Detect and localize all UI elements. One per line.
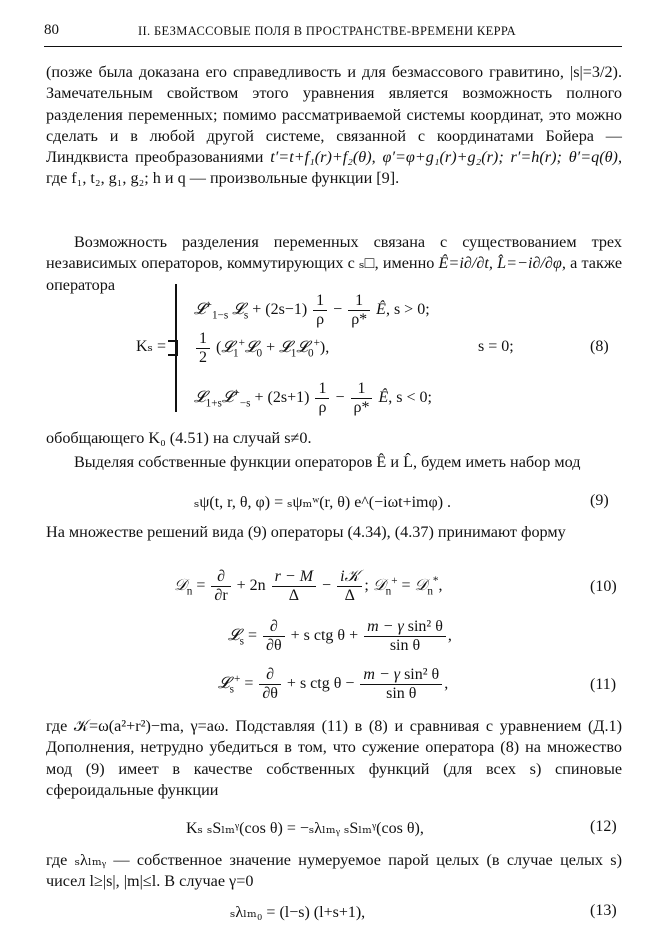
eq-13-label: (13) <box>590 902 617 919</box>
page-header <box>44 22 622 47</box>
equation-9: ₛψ(t, r, θ, φ) = ₛψₘʷ(r, θ) e^(−iωt+imφ) . <box>194 494 452 511</box>
case-2-condition: s = 0; <box>478 338 514 355</box>
paragraph-1: (позже была доказана его справедливость и для безмассового гравитино, |s|=3/2). Замечательным свойством этого уравнения является возможность полного разделения переменных; помимо рассматриваемой системы координат, это можно сделать и в любой другой системе, связанной с координатами Бойера — Линдквиста преобразованиями t′=t+f₁(r)+f₂(θ), φ′=φ+g₁(r)+g₂(r); r′=h(r); θ′=q(θ), где f₁, t₂, g₁, g₂; h и q — произвольные функции [9]. <box>46 63 622 188</box>
equation-12: Kₛ ₛSₗₘᵞ(cos θ) = −ₛλₗₘᵧ ₛSₗₘᵞ(cos θ), <box>186 820 424 837</box>
case-2: $\frac{1}{2}$ (𝓛$_1$+𝓛$_0$ + 𝓛$_1$𝓛$_0$+), <box>194 330 329 367</box>
page-number: 80 <box>44 22 59 38</box>
paragraph-2: Возможность разделения переменных связана с существованием трех независимых операторов, коммутирующих с ₛ□, именно Ê=i∂/∂t, L̂=−i∂/∂φ, а также оператора <box>46 233 623 294</box>
case-brace <box>175 284 186 412</box>
equation-10: 𝒟$_n$ = $\frac{\partial}{\partial r}$ + 2n $\frac{r - M}{\Delta}$ − $\frac{\text{i𝒦}}{\Delta}$ ; 𝒟$_n$+ = 𝒟$_n$*, <box>174 568 443 604</box>
case-1: 𝓛+$_{1-s}$ 𝓛$_s$ + (2s−1) $\frac{1}{\rho}$ − $\frac{1}{\rho*}$ Ê, s > 0; <box>194 292 430 328</box>
paragraph-7: где ₛλₗₘᵧ — собственное значение нумеруемое парой целых (в случае целых s) чисел l≥|s|, |m|≤l. В случае γ=0 <box>46 851 622 891</box>
eq-10-label: (10) <box>590 578 617 595</box>
paragraph-3: обобщающего K₀ (4.51) на случай s≠0. <box>46 429 312 447</box>
equation-11b: 𝓛$_s$+ = $\frac{\partial}{\partial\theta}$ + s ctg θ − $\frac{\text{m − γ sin² θ}}{\text{sin θ}}$ , <box>218 666 449 702</box>
paragraph-6: где 𝒦=ω(a²+r²)−ma, γ=aω. Подставляя (11) в (8) и сравнивая с уравнением (Д.1) Дополнения, нетрудно убедиться в том, что сужение оператора (8) на множество мод (9) имеет в качестве собственных функций (для всех s) спиновые сфероидальные функции <box>46 717 622 799</box>
case-3: 𝓛$_{1+s}$𝓛+$_{-s}$ + (2s+1) $\frac{1}{\rho}$ − $\frac{1}{\rho*}$ Ê, s < 0; <box>194 380 432 416</box>
transform-formula: t′=t+f₁(r)+f₂(θ), φ′=φ+g₁(r)+g₂(r); r′=h(r); θ′=q(θ), <box>270 148 622 167</box>
paragraph-4: Выделяя собственные функции операторов Ê и L̂, будем иметь набор мод <box>74 453 581 471</box>
paragraph-5: На множестве решений вида (9) операторы (4.34), (4.37) принимают форму <box>46 523 566 541</box>
operators-formula: Ê=i∂/∂t, L̂=−i∂/∂φ, <box>438 254 566 273</box>
eq-8-label: (8) <box>590 338 609 355</box>
eq-9-label: (9) <box>590 492 609 509</box>
eq-11-label: (11) <box>590 676 617 693</box>
equation-13: ₛλₗₘ₀ = (l−s) (l+s+1), <box>230 904 366 921</box>
eq-12-label: (12) <box>590 818 617 835</box>
equation-11a: 𝓛$_s$ = $\frac{\partial}{\partial\theta}$ + s ctg θ + $\frac{\text{m − γ sin² θ}}{\text{sin θ}}$ , <box>228 618 452 654</box>
running-title: II. БЕЗМАССОВЫЕ ПОЛЯ В ПРОСТРАНСТВЕ-ВРЕМЕНИ КЕРРА <box>138 24 516 38</box>
k-lhs: Kₛ = <box>136 338 166 355</box>
